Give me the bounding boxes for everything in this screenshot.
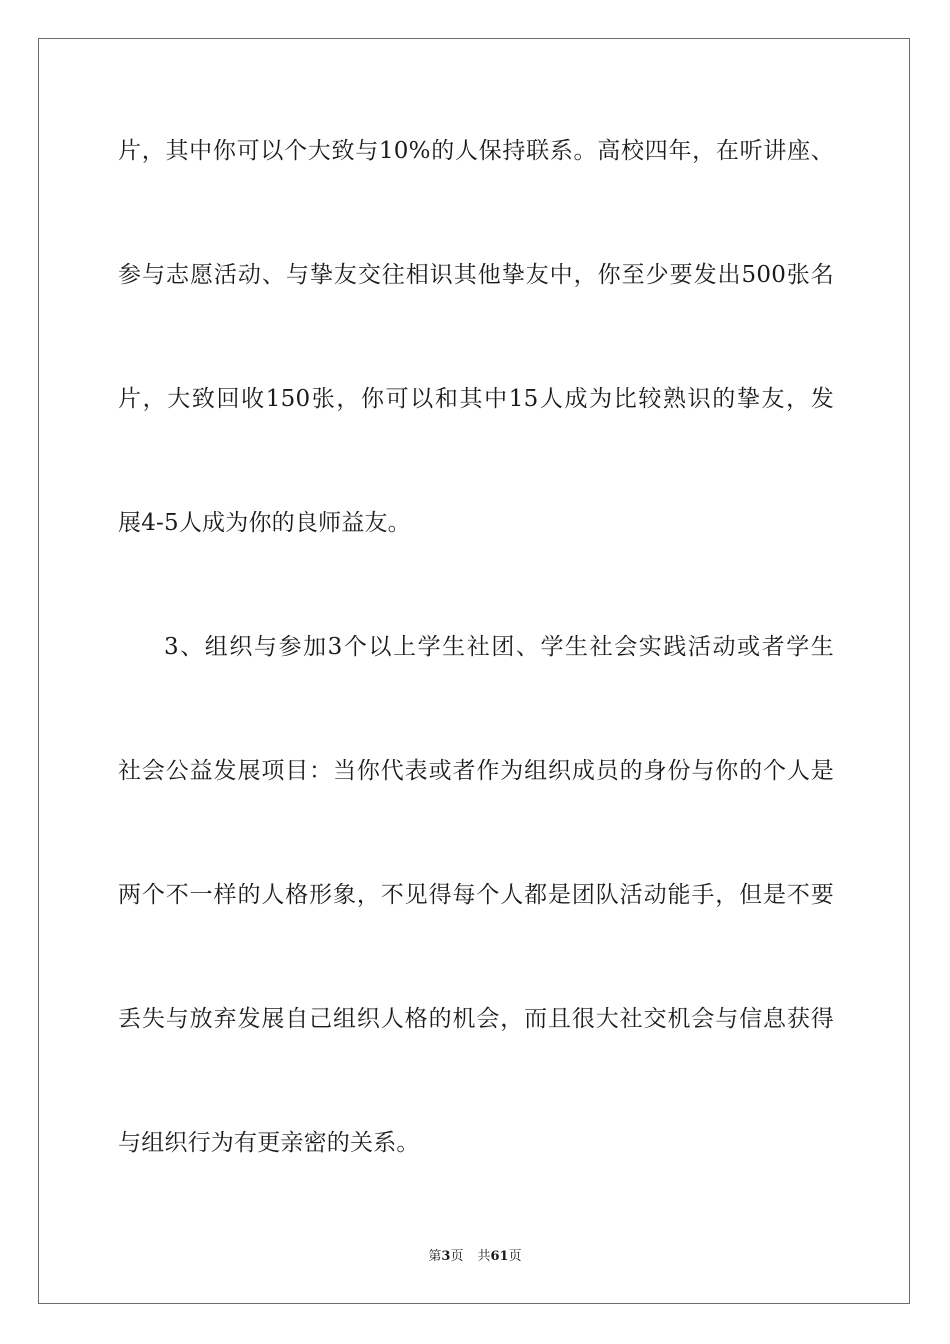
page-footer bbox=[0, 1249, 950, 1265]
page-suffix: 页 bbox=[450, 1249, 464, 1264]
page-prefix: 第 bbox=[428, 1249, 442, 1264]
body-line-4: 展4-5人成为你的良师益友。 bbox=[118, 510, 411, 536]
body-line-8: 丢失与放弃发展自己组织人格的机会，而且很大社交机会与信息获得 bbox=[118, 1006, 834, 1032]
body-line-9: 与组织行为有更亲密的关系。 bbox=[118, 1130, 420, 1156]
body-line-3: 片，大致回收150张，你可以和其中15人成为比较熟识的挚友，发 bbox=[118, 386, 834, 412]
body-line-7: 两个不一样的人格形象，不见得每个人都是团队活动能手，但是不要 bbox=[118, 882, 834, 908]
body-line-6: 社会公益发展项目：当你代表或者作为组织成员的身份与你的个人是 bbox=[118, 758, 834, 784]
total-suffix: 页 bbox=[508, 1249, 522, 1264]
body-line-2: 参与志愿活动、与挚友交往相识其他挚友中，你至少要发出500张名 bbox=[118, 262, 834, 288]
body-line-5: 3、组织与参加3个以上学生社团、学生社会实践活动或者学生 bbox=[164, 634, 834, 660]
page-border bbox=[38, 38, 910, 1304]
total-prefix: 共 bbox=[477, 1249, 491, 1264]
page-number: 3 bbox=[441, 1249, 451, 1264]
total-pages: 61 bbox=[490, 1249, 509, 1264]
body-line-1: 片，其中你可以个大致与10%的人保持联系。高校四年，在听讲座、 bbox=[118, 138, 834, 164]
